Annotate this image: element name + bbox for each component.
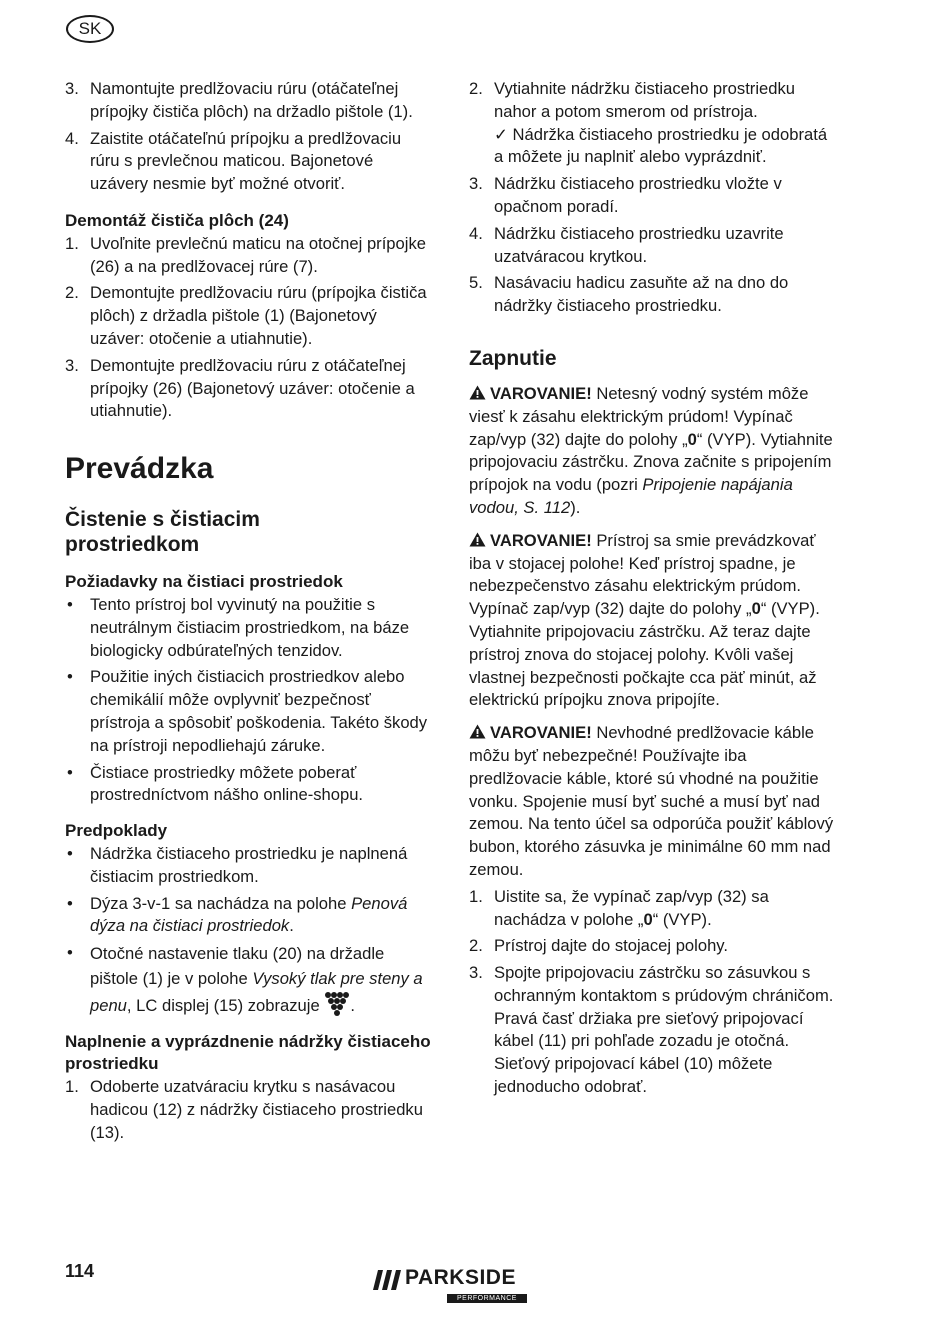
list-item: 3. Nádržku čistiaceho prostriedku vložte v opačnom poradí. <box>469 174 782 216</box>
list-item: 1. Uistite sa, že vypínač zap/vyp (32) sa nachádza v polohe „0“ (VYP). <box>469 886 769 929</box>
list-item: 3. Namontujte predlžovaciu rúru (otáčateľnej prípojky čističa plôch) na držadlo pištole (1). <box>65 79 413 121</box>
mount-steps-list <box>65 78 435 196</box>
list-item: 4. Zaistite otáčateľnú prípojku a predlžovaciu rúru s prevlečnou maticou. Bajonetové uzávery nesmie byť možné otvoriť. <box>65 128 402 194</box>
warning-triangle-icon <box>469 532 486 547</box>
prerequisites-list <box>65 843 435 1019</box>
heading-demontaz: Demontáž čističa plôch (24) <box>65 210 289 230</box>
list-item: 2. Vytiahnite nádržku čistiaceho prostriedku nahor a potom smerom od prístroja. ✓ Nádržka čistiaceho prostriedku je odobratá a môžete ju naplniť alebo vyprázdniť. <box>469 79 828 167</box>
list-item: • Tento prístroj bol vyvinutý na použitie s neutrálnym čistiacim prostriedkom, na báze biologicky odbúrateľných tenzidov. <box>67 594 410 660</box>
dismount-steps-list <box>65 233 435 423</box>
language-code: SK <box>78 19 102 38</box>
left-column <box>65 78 435 1149</box>
brand-name: PARKSIDE <box>405 1266 516 1289</box>
list-item: 2. Demontujte predlžovaciu rúru (prípojka čističa plôch) z držadla pištole (1) (Bajonetový uzáver: otočenie a utiahnutie). <box>65 283 427 348</box>
heading-naplnenie: Naplnenie a vyprázdnenie nádržky čistiaceho prostriedku <box>65 1031 431 1074</box>
logo-slashes-icon <box>373 1270 403 1290</box>
heading-cistenie: Čistenie s čistiacim prostriedkom <box>65 508 260 557</box>
list-item: • Nádržka čistiaceho prostriedku je naplnená čistiacim prostriedkom. <box>67 843 408 886</box>
switch-on-steps-list <box>469 886 837 1099</box>
list-item: • Použitie iných čistiacich prostriedkov alebo chemikálií môže ovplyvniť bezpečnosť prístroja a spôsobiť poškodenia. Takéto škody na prístroji nepodliehajú záruke. <box>67 667 428 755</box>
list-item: • Dýza 3-v-1 sa nachádza na polohe Penová dýza na čistiaci prostriedok. <box>67 893 408 936</box>
fill-steps-list <box>65 1076 435 1144</box>
warning-3: VAROVANIE! Nevhodné predlžovacie káble môžu byť nebezpečné! Používajte iba predlžovacie káble, ktoré sú vhodné na použitie vonku. Spojenie musí byť suché a musí byť nad zemou. Na tento účel sa odporúča použiť káblový bubon, ktorého zásuvka je minimálne 60 mm nad zemou. <box>469 723 834 879</box>
heading-poziadavky: Požiadavky na čistiaci prostriedok <box>65 572 343 592</box>
list-item: 1. Odoberte uzatváraciu krytku s nasávacou hadicou (12) z nádržky čistiaceho prostriedku (13). <box>65 1077 423 1142</box>
list-item: 2. Prístroj dajte do stojacej polohy. <box>469 936 728 956</box>
list-item: 4. Nádržku čistiaceho prostriedku uzavrite uzatváracou krytkou. <box>469 223 784 266</box>
list-item: 3. Spojte pripojovaciu zástrčku so zásuvkou s ochranným kontaktom s prúdovým chráničom. Pravá časť držiaka pre sieťový pripojovací kábel (11) pri pohľade zozadu je otočná. Sieťový pripojovací kábel (10) môžete jednoducho odobrať. <box>469 963 834 1097</box>
brand-logo <box>373 1268 527 1306</box>
page-number: 114 <box>65 1261 95 1281</box>
requirements-list <box>65 594 435 807</box>
warning-triangle-icon <box>469 385 486 400</box>
right-column <box>469 78 837 1103</box>
fill-steps-list-continued <box>469 78 837 318</box>
heading-predpoklady: Predpoklady <box>65 821 168 841</box>
brand-sub: PERFORMANCE <box>447 1294 527 1303</box>
list-item: • Otočné nastavenie tlaku (20) na držadle pištole (1) je v polohe Vysoký tlak pre steny a penu, LC displej (15) zobrazuje . <box>67 943 423 1016</box>
list-item: 3. Demontujte predlžovaciu rúru z otáčateľnej prípojky (26) (Bajonetový uzáver: otočenie a utiahnutie). <box>65 355 415 421</box>
list-item: • Čistiace prostriedky môžete poberať prostredníctvom nášho online-shopu. <box>67 762 364 805</box>
warning-2: VAROVANIE! Prístroj sa smie prevádzkovať iba v stojacej polohe! Keď prístroj spadne, je nebezpečenstvo zásahu elektrickým prúdom. Vypínač zap/vyp (32) dajte do polohy „0“ (VYP). Vytiahnite pripojovaciu zástrčku. Až teraz dajte prístroj znova do stojacej polohy. Kvôli vašej vlastnej bezpečnosti počkajte cca päť minút, až elektrickú prípojku znova pripojíte. <box>469 530 820 710</box>
language-badge <box>66 15 114 43</box>
heading-zapnutie: Zapnutie <box>469 346 557 370</box>
foam-grape-icon <box>324 991 350 1017</box>
list-item: 5. Nasávaciu hadicu zasuňte až na dno do nádržky čistiaceho prostriedku. <box>469 273 789 316</box>
section-title-prevadzka: Prevádzka <box>65 452 214 486</box>
list-item: 1. Uvoľnite prevlečnú maticu na otočnej prípojke (26) a na predlžovacej rúre (7). <box>65 233 426 276</box>
warning-triangle-icon <box>469 724 486 739</box>
check-icon: ✓ <box>494 124 508 144</box>
warning-1: VAROVANIE! Netesný vodný systém môže viesť k zásahu elektrickým prúdom! Vypínač zap/vyp (32) dajte do polohy „0“ (VYP). Vytiahnite pripojovaciu zástrčku. Znova začnite s pripojením prípojok na vodu (pozri Pripojenie napájania vodou, S. 112). <box>469 383 833 517</box>
